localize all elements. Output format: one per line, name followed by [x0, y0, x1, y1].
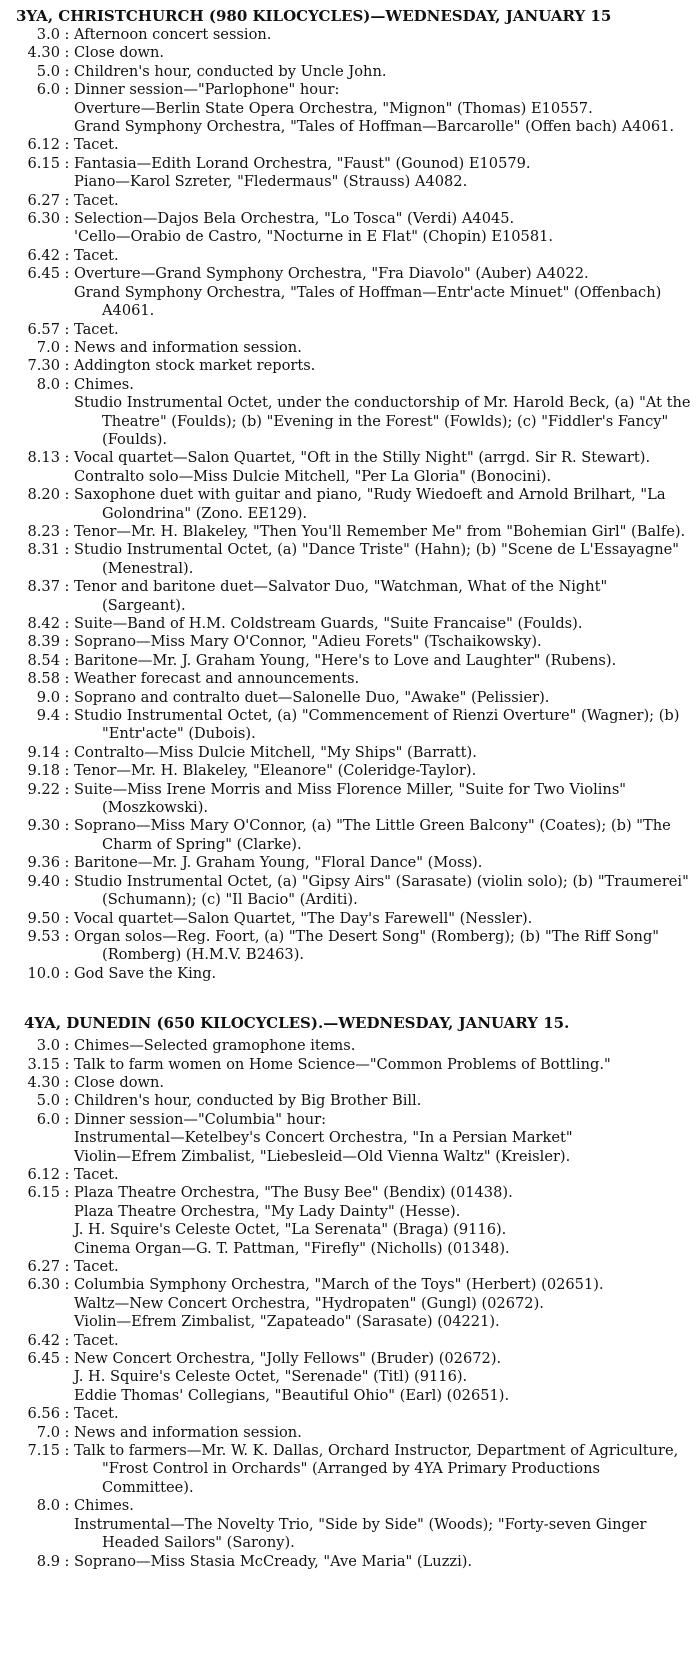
program-entry: [14, 210, 692, 247]
time-separator: :: [64, 449, 70, 467]
entry-body: [74, 670, 692, 688]
entry-body: [74, 928, 692, 965]
entry-time: 7.0: [36, 1423, 60, 1441]
time-separator: :: [64, 780, 70, 798]
entry-time: 8.58: [27, 670, 60, 688]
entry-time: 6.0: [36, 1110, 60, 1128]
entry-subline: Grand Symphony Orchestra, "Tales of Hoffman—Barcarolle" (Offen bach) A4061.: [74, 118, 675, 136]
program-entry: [14, 1442, 692, 1497]
program-entry: [14, 339, 692, 357]
time-separator: :: [64, 927, 70, 945]
entry-line: Columbia Symphony Orchestra, "March of the Toys" (Herbert) (02651).: [74, 1276, 604, 1294]
entry-line: Close down.: [74, 44, 165, 62]
entry-subline: Contralto solo—Miss Dulcie Mitchell, "Per La Gloria" (Bonocini).: [74, 467, 552, 485]
program-entry: [14, 1424, 692, 1442]
entry-body: [74, 633, 692, 651]
entry-time: 4.30: [27, 44, 60, 62]
program-entry: [14, 1350, 692, 1405]
entry-subline: Eddie Thomas' Collegians, "Beautiful Ohio" (Earl) (02651).: [74, 1386, 510, 1404]
entry-body: [74, 1276, 692, 1331]
entry-body: [74, 541, 692, 578]
time-separator: :: [64, 486, 70, 504]
entry-subline: Overture—Berlin State Opera Orchestra, "Mignon" (Thomas) E10557.: [74, 99, 593, 117]
entry-body: [74, 781, 692, 818]
entry-time: 6.45: [27, 1350, 60, 1368]
program-entry: [14, 1332, 692, 1350]
entry-body: [74, 707, 692, 744]
time-separator: :: [64, 210, 70, 228]
entry-body: [74, 265, 692, 320]
entry-body: [74, 1184, 692, 1258]
entry-line: Tacet.: [74, 136, 119, 154]
entry-line: Soprano and contralto duet—Salonelle Duo, "Awake" (Pelissier).: [74, 688, 550, 706]
entry-subline: Grand Symphony Orchestra, "Tales of Hoffman—Entr'acte Minuet" (Offenbach) A4061.: [74, 283, 662, 320]
entry-subline: Waltz—New Concert Orchestra, "Hydropaten" (Gungl) (02672).: [74, 1294, 544, 1312]
time-separator: :: [64, 44, 70, 62]
entry-body: [74, 1332, 692, 1350]
entry-time: 6.30: [27, 210, 60, 228]
entry-line: Tacet.: [74, 1405, 119, 1423]
program-entry: [14, 1056, 692, 1074]
program-entry: [14, 136, 692, 154]
entry-body: [74, 339, 692, 357]
program-entry: [14, 265, 692, 320]
entry-time: 8.37: [27, 578, 60, 596]
entry-time: 9.40: [27, 872, 60, 890]
entry-line: Tacet.: [74, 1165, 119, 1183]
entry-time: 8.13: [27, 449, 60, 467]
entry-time: 6.27: [27, 191, 60, 209]
entry-line: Soprano—Miss Stasia McCready, "Ave Maria" (Luzzi).: [74, 1552, 473, 1570]
time-separator: :: [64, 688, 70, 706]
program-entry: [14, 1092, 692, 1110]
entry-body: [74, 873, 692, 910]
time-separator: :: [64, 817, 70, 835]
entry-line: Tenor and baritone duet—Salvator Duo, "Watchman, What of the Night" (Sargeant).: [74, 578, 608, 614]
program-entry: [14, 928, 692, 965]
entry-time: 8.9: [36, 1552, 60, 1570]
program-entry: [14, 1405, 692, 1423]
time-separator: :: [64, 338, 70, 356]
entry-line: Children's hour, conducted by Big Brother Bill.: [74, 1092, 422, 1110]
entry-line: Tenor—Mr. H. Blakeley, "Eleanore" (Coleridge-Taylor).: [74, 762, 477, 780]
time-separator: :: [64, 357, 70, 375]
entry-body: [74, 376, 692, 450]
entry-time: 6.15: [27, 1184, 60, 1202]
time-separator: :: [64, 1497, 70, 1515]
program-entry: [14, 376, 692, 450]
program-entry: [14, 541, 692, 578]
entry-line: Baritone—Mr. J. Graham Young, "Here's to Love and Laughter" (Rubens).: [74, 651, 617, 669]
program-entry: [14, 523, 692, 541]
entry-body: [74, 689, 692, 707]
entry-line: Addington stock market reports.: [74, 357, 316, 375]
entry-body: [74, 26, 692, 44]
entry-body: [74, 523, 692, 541]
entry-time: 9.50: [27, 909, 60, 927]
entry-time: 10.0: [27, 964, 60, 982]
entry-body: [74, 744, 692, 762]
program-entry: [14, 762, 692, 780]
entry-time: 8.39: [27, 633, 60, 651]
time-separator: :: [64, 633, 70, 651]
entry-subline: Piano—Karol Szreter, "Fledermaus" (Strauss) A4082.: [74, 173, 468, 191]
entry-body: [74, 63, 692, 81]
time-separator: :: [64, 762, 70, 780]
entry-time: 8.0: [36, 1497, 60, 1515]
program-entry: [14, 1111, 692, 1166]
time-separator: :: [64, 246, 70, 264]
entry-subline: Instrumental—The Novelty Trio, "Side by Side" (Woods); "Forty-seven Ginger Headed Sailors" (Sarony).: [74, 1515, 647, 1552]
program-entry: [14, 652, 692, 670]
entry-line: Afternoon concert session.: [74, 26, 272, 43]
program-entry: [14, 321, 692, 339]
entry-line: Tacet.: [74, 191, 119, 209]
entry-time: 8.0: [36, 375, 60, 393]
time-separator: :: [64, 707, 70, 725]
entry-body: [74, 486, 692, 523]
entry-subline: Violin—Efrem Zimbalist, "Liebesleid—Old Vienna Waltz" (Kreisler).: [74, 1147, 571, 1165]
entry-line: Children's hour, conducted by Uncle John.: [74, 62, 387, 80]
entry-subline: J. H. Squire's Celeste Octet, "La Serenata" (Braga) (9116).: [74, 1221, 507, 1239]
entry-body: [74, 762, 692, 780]
entry-body: [74, 44, 692, 62]
entry-body: [74, 192, 692, 210]
time-separator: :: [64, 1405, 70, 1423]
entry-time: 9.4: [36, 707, 60, 725]
program-entry: [14, 63, 692, 81]
time-separator: :: [64, 872, 70, 890]
time-separator: :: [64, 743, 70, 761]
entry-body: [74, 965, 692, 983]
entry-subline: Studio Instrumental Octet, under the conductorship of Mr. Harold Beck, (a) "At the Theatre" (Foulds); (b) "Evening in the Forest" (Fowlds); (c) "Fiddler's Fancy" (Foulds).: [74, 394, 691, 448]
entry-line: Dinner session—"Parlophone" hour:: [74, 81, 340, 99]
entry-line: Tacet.: [74, 1258, 119, 1275]
program-entry: [14, 1184, 692, 1258]
entry-time: 3.0: [36, 1037, 60, 1055]
entry-line: New Concert Orchestra, "Jolly Fellows" (Bruder) (02672).: [74, 1350, 502, 1368]
time-separator: :: [64, 1092, 70, 1110]
program-entry: [14, 1276, 692, 1331]
program-entry: [14, 1166, 692, 1184]
entry-time: 6.27: [27, 1258, 60, 1275]
time-separator: :: [64, 1110, 70, 1128]
entry-line: Baritone—Mr. J. Graham Young, "Floral Dance" (Moss).: [74, 854, 483, 872]
entry-time: 8.42: [27, 615, 60, 632]
time-separator: :: [64, 1258, 70, 1275]
entry-body: [74, 1553, 692, 1571]
entry-line: Tacet.: [74, 1331, 119, 1349]
entry-line: Soprano—Miss Mary O'Connor, (a) "The Little Green Balcony" (Coates); (b) "The Charm of Spring" (Clarke).: [74, 817, 671, 853]
entry-time: 8.54: [27, 651, 60, 669]
time-separator: :: [64, 375, 70, 393]
entry-line: Dinner session—"Columbia" hour:: [74, 1110, 327, 1128]
entry-line: Suite—Band of H.M. Coldstream Guards, "Suite Francaise" (Foulds).: [74, 615, 583, 632]
entry-body: [74, 449, 692, 486]
entry-time: 6.42: [27, 1331, 60, 1349]
entry-time: 9.18: [27, 762, 60, 780]
entry-time: 9.22: [27, 780, 60, 798]
entry-line: Weather forecast and announcements.: [74, 670, 360, 688]
entry-body: [74, 155, 692, 192]
time-separator: :: [64, 81, 70, 99]
entry-body: [74, 652, 692, 670]
program-entry: [14, 357, 692, 375]
entry-body: [74, 1405, 692, 1423]
program-entry: [14, 486, 692, 523]
entry-line: Suite—Miss Irene Morris and Miss Florence Miller, "Suite for Two Violins" (Moszkowski).: [74, 780, 627, 817]
entry-time: 6.30: [27, 1276, 60, 1294]
entry-line: Fantasia—Edith Lorand Orchestra, "Faust" (Gounod) E10579.: [74, 154, 531, 172]
time-separator: :: [64, 1442, 70, 1460]
program-entry: [14, 578, 692, 615]
entry-time: 8.31: [27, 541, 60, 559]
entry-body: [74, 817, 692, 854]
time-separator: :: [64, 1184, 70, 1202]
entry-body: [74, 1092, 692, 1110]
time-separator: :: [64, 191, 70, 209]
entry-time: 6.42: [27, 246, 60, 264]
program-entry: [14, 781, 692, 818]
time-separator: :: [64, 26, 70, 43]
entry-time: 6.57: [27, 320, 60, 338]
program-entry: [14, 247, 692, 265]
entry-time: 9.14: [27, 743, 60, 761]
entry-body: [74, 854, 692, 872]
entry-body: [74, 1424, 692, 1442]
time-separator: :: [64, 1055, 70, 1073]
time-separator: :: [64, 541, 70, 559]
entry-time: 3.15: [27, 1055, 60, 1073]
time-separator: :: [64, 854, 70, 872]
time-separator: :: [64, 1350, 70, 1368]
entry-body: [74, 1056, 692, 1074]
program-entry: [14, 689, 692, 707]
program-entry: [14, 1074, 692, 1092]
time-separator: :: [64, 651, 70, 669]
entry-line: Tenor—Mr. H. Blakeley, "Then You'll Remember Me" from "Bohemian Girl" (Balfe).: [74, 522, 686, 540]
entry-line: Chimes.: [74, 1497, 134, 1515]
time-separator: :: [64, 1276, 70, 1294]
time-separator: :: [64, 62, 70, 80]
entry-subline: Violin—Efrem Zimbalist, "Zapateado" (Sarasate) (04221).: [74, 1313, 500, 1331]
entry-body: [74, 1258, 692, 1276]
program-entry: [14, 670, 692, 688]
entry-time: 5.0: [36, 62, 60, 80]
entry-body: [74, 247, 692, 265]
entry-body: [74, 615, 692, 633]
entry-line: Chimes.: [74, 375, 134, 393]
program-entry: [14, 449, 692, 486]
time-separator: :: [64, 265, 70, 283]
program-entry: [14, 910, 692, 928]
entry-subline: Plaza Theatre Orchestra, "My Lady Dainty" (Hesse).: [74, 1202, 461, 1220]
entry-time: 7.0: [36, 338, 60, 356]
entry-time: 7.30: [27, 357, 60, 375]
entry-line: Studio Instrumental Octet, (a) "Commencement of Rienzi Overture" (Wagner); (b) "Entr'acte" (Dubois).: [74, 707, 680, 743]
entry-line: Overture—Grand Symphony Orchestra, "Fra Diavolo" (Auber) A4022.: [74, 265, 589, 283]
time-separator: :: [64, 909, 70, 927]
time-separator: :: [64, 1331, 70, 1349]
entry-time: 6.56: [27, 1405, 60, 1423]
program-entry: [14, 615, 692, 633]
entry-time: 6.0: [36, 81, 60, 99]
entry-body: [74, 321, 692, 339]
entry-body: [74, 1111, 692, 1166]
entry-line: Selection—Dajos Bela Orchestra, "Lo Tosca" (Verdi) A4045.: [74, 210, 515, 228]
entry-line: Organ solos—Reg. Foort, (a) "The Desert Song" (Romberg); (b) "The Riff Song" (Romberg) (H.M.V. B2463).: [74, 927, 660, 964]
entry-time: 9.30: [27, 817, 60, 835]
entry-line: Close down.: [74, 1073, 165, 1091]
entry-line: News and information session.: [74, 338, 302, 356]
entry-time: 3.0: [36, 26, 60, 43]
entry-time: 8.20: [27, 486, 60, 504]
entry-body: [74, 1350, 692, 1405]
entry-body: [74, 910, 692, 928]
entry-body: [74, 578, 692, 615]
entry-line: Contralto—Miss Dulcie Mitchell, "My Ships" (Barratt).: [74, 743, 477, 761]
entry-line: Vocal quartet—Salon Quartet, "Oft in the Stilly Night" (arrgd. Sir R. Stewart).: [74, 449, 651, 467]
time-separator: :: [64, 578, 70, 596]
entry-time: 7.15: [27, 1442, 60, 1460]
entry-subline: Cinema Organ—G. T. Pattman, "Firefly" (Nicholls) (01348).: [74, 1239, 510, 1257]
entry-line: Chimes—Selected gramophone items.: [74, 1037, 356, 1055]
entry-line: Studio Instrumental Octet, (a) "Dance Triste" (Hahn); (b) "Scene de L'Essayagne" (Menestral).: [74, 541, 679, 577]
entry-line: Tacet.: [74, 246, 119, 264]
entry-time: 8.23: [27, 522, 60, 540]
time-separator: :: [64, 320, 70, 338]
entry-body: [74, 210, 692, 247]
entry-line: Studio Instrumental Octet, (a) "Gipsy Airs" (Sarasate) (violin solo); (b) "Traumerei" (Schumann); (c) "Il Bacio" (Arditi).: [74, 872, 689, 909]
entry-time: 9.0: [36, 688, 60, 706]
program-entry: [14, 817, 692, 854]
time-separator: :: [64, 615, 70, 632]
program-entry: [14, 744, 692, 762]
program-list-christchurch: [14, 26, 692, 983]
entry-time: 9.53: [27, 927, 60, 945]
entry-body: [74, 357, 692, 375]
time-separator: :: [64, 670, 70, 688]
entry-body: [74, 1037, 692, 1055]
program-entry: [14, 81, 692, 136]
entry-time: 6.15: [27, 154, 60, 172]
program-entry: [14, 44, 692, 62]
program-entry: [14, 1553, 692, 1571]
time-separator: :: [64, 136, 70, 154]
program-entry: [14, 1258, 692, 1276]
entry-time: 5.0: [36, 1092, 60, 1110]
program-entry: [14, 1037, 692, 1055]
entry-body: [74, 136, 692, 154]
entry-body: [74, 81, 692, 136]
time-separator: :: [64, 1073, 70, 1091]
entry-line: God Save the King.: [74, 964, 217, 982]
time-separator: :: [64, 522, 70, 540]
entry-line: Saxophone duet with guitar and piano, "Rudy Wiedoeft and Arnold Brilhart, "La Golondrina" (Zono. EE129).: [74, 486, 666, 522]
entry-line: News and information session.: [74, 1423, 302, 1441]
entry-subline: Instrumental—Ketelbey's Concert Orchestra, "In a Persian Market": [74, 1129, 573, 1147]
program-entry: [14, 1497, 692, 1552]
entry-line: Tacet.: [74, 320, 119, 338]
section-heading-christchurch: 3YA, CHRISTCHURCH (980 KILOCYCLES)—WEDNESDAY, JANUARY 15: [16, 7, 612, 25]
program-entry: [14, 965, 692, 983]
entry-time: 9.36: [27, 854, 60, 872]
entry-line: Talk to farmers—Mr. W. K. Dallas, Orchard Instructor, Department of Agriculture, "Frost Control in Orchards" (Arranged by 4YA Primary Productions Committee).: [74, 1442, 679, 1496]
program-entry: [14, 633, 692, 651]
entry-time: 6.12: [27, 136, 60, 154]
time-separator: :: [64, 1552, 70, 1570]
entry-time: 6.12: [27, 1165, 60, 1183]
entry-time: 6.45: [27, 265, 60, 283]
program-entry: [14, 854, 692, 872]
program-entry: [14, 873, 692, 910]
entry-time: 4.30: [27, 1073, 60, 1091]
time-separator: :: [64, 1165, 70, 1183]
entry-line: Vocal quartet—Salon Quartet, "The Day's Farewell" (Nessler).: [74, 909, 533, 927]
program-entry: [14, 192, 692, 210]
entry-body: [74, 1497, 692, 1552]
program-entry: [14, 26, 692, 44]
entry-body: [74, 1166, 692, 1184]
entry-subline: J. H. Squire's Celeste Octet, "Serenade" (Titl) (9116).: [74, 1368, 468, 1386]
entry-body: [74, 1442, 692, 1497]
entry-subline: 'Cello—Orabio de Castro, "Nocturne in E Flat" (Chopin) E10581.: [74, 228, 554, 246]
section-heading-dunedin: 4YA, DUNEDIN (650 KILOCYCLES).—WEDNESDAY, JANUARY 15.: [24, 1014, 570, 1033]
program-entry: [14, 155, 692, 192]
time-separator: :: [64, 1423, 70, 1441]
time-separator: :: [64, 1037, 70, 1055]
program-entry: [14, 707, 692, 744]
time-separator: :: [64, 154, 70, 172]
entry-body: [74, 1074, 692, 1092]
program-list-dunedin: [14, 1037, 692, 1571]
entry-line: Plaza Theatre Orchestra, "The Busy Bee" (Bendix) (01438).: [74, 1184, 513, 1202]
entry-line: Talk to farm women on Home Science—"Common Problems of Bottling.": [74, 1055, 611, 1073]
time-separator: :: [64, 964, 70, 982]
entry-line: Soprano—Miss Mary O'Connor, "Adieu Forets" (Tschaikowsky).: [74, 633, 542, 651]
